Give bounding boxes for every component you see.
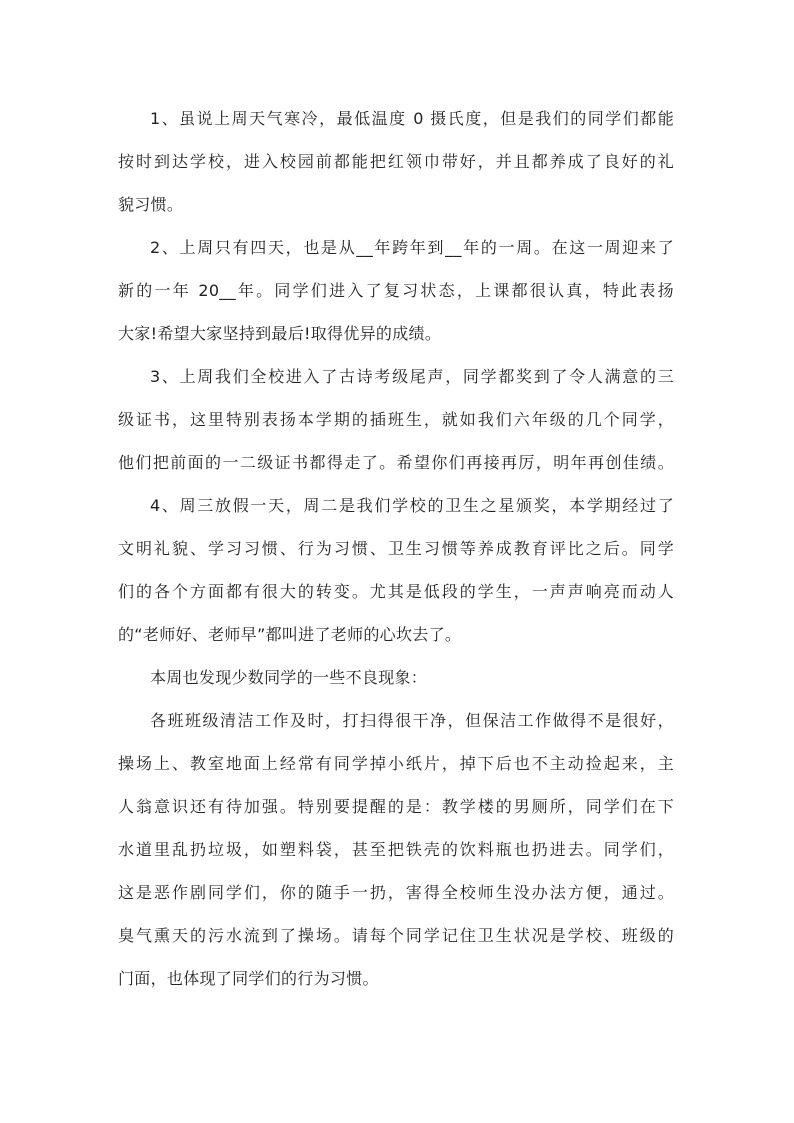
paragraph-4-line-1: 4、周三放假一天，周二是我们学校的卫生之星颁奖，本学期经过了	[150, 496, 674, 515]
paragraph-2-line-3: 大家!希望大家坚持到最后!取得优异的成绩。	[118, 324, 442, 343]
paragraph-2-line-1: 2、上周只有四天，也是从__年跨年到__年的一周。在这一周迎来了	[150, 238, 674, 257]
paragraph-4-line-2: 文明礼貌、学习习惯、行为习惯、卫生习惯等养成教育评比之后。同学	[118, 539, 674, 558]
paragraph-5-line-1: 本周也发现少数同学的一些不良现象：	[150, 668, 428, 687]
paragraph-6-line-7: 门面，也体现了同学们的行为习惯。	[118, 969, 379, 988]
paragraph-4-line-4: 的“老师好、老师早”都叫进了老师的心坎去了。	[118, 625, 462, 644]
paragraph-6-line-4: 水道里乱扔垃圾，如塑料袋，甚至把铁壳的饮料瓶也扔进去。同学们，	[118, 840, 674, 859]
paragraph-1-line-2: 按时到达学校，进入校园前都能把红领巾带好，并且都养成了良好的礼	[118, 152, 674, 171]
paragraph-3-line-3: 他们把前面的一二级证书都得走了。希望你们再接再厉，明年再创佳绩。	[118, 453, 674, 472]
paragraph-3-line-1: 3、上周我们全校进入了古诗考级尾声，同学都奖到了令人满意的三	[150, 367, 674, 386]
paragraph-6-line-3: 人翁意识还有待加强。特别要提醒的是：教学楼的男厕所，同学们在下	[118, 797, 674, 816]
paragraph-6-line-6: 臭气熏天的污水流到了操场。请每个同学记住卫生状况是学校、班级的	[118, 926, 674, 945]
paragraph-4-line-3: 们的各个方面都有很大的转变。尤其是低段的学生，一声声响亮而动人	[118, 582, 674, 601]
paragraph-2-line-2: 新的一年 20__年。同学们进入了复习状态，上课都很认真，特此表扬	[118, 281, 674, 300]
paragraph-6-line-1: 各班班级清洁工作及时，打扫得很干净，但保洁工作做得不是很好，	[150, 711, 674, 730]
paragraph-6-line-5: 这是恶作剧同学们，你的随手一扔，害得全校师生没办法方便，通过。	[118, 883, 674, 902]
paragraph-3-line-2: 级证书，这里特别表扬本学期的插班生，就如我们六年级的几个同学，	[118, 410, 674, 429]
paragraph-6-line-2: 操场上、教室地面上经常有同学掉小纸片，掉下后也不主动捡起来，主	[118, 754, 674, 773]
paragraph-1-line-1: 1、虽说上周天气寒冷，最低温度 0 摄氏度，但是我们的同学们都能	[150, 109, 674, 128]
paragraph-1-line-3: 貌习惯。	[118, 195, 184, 214]
